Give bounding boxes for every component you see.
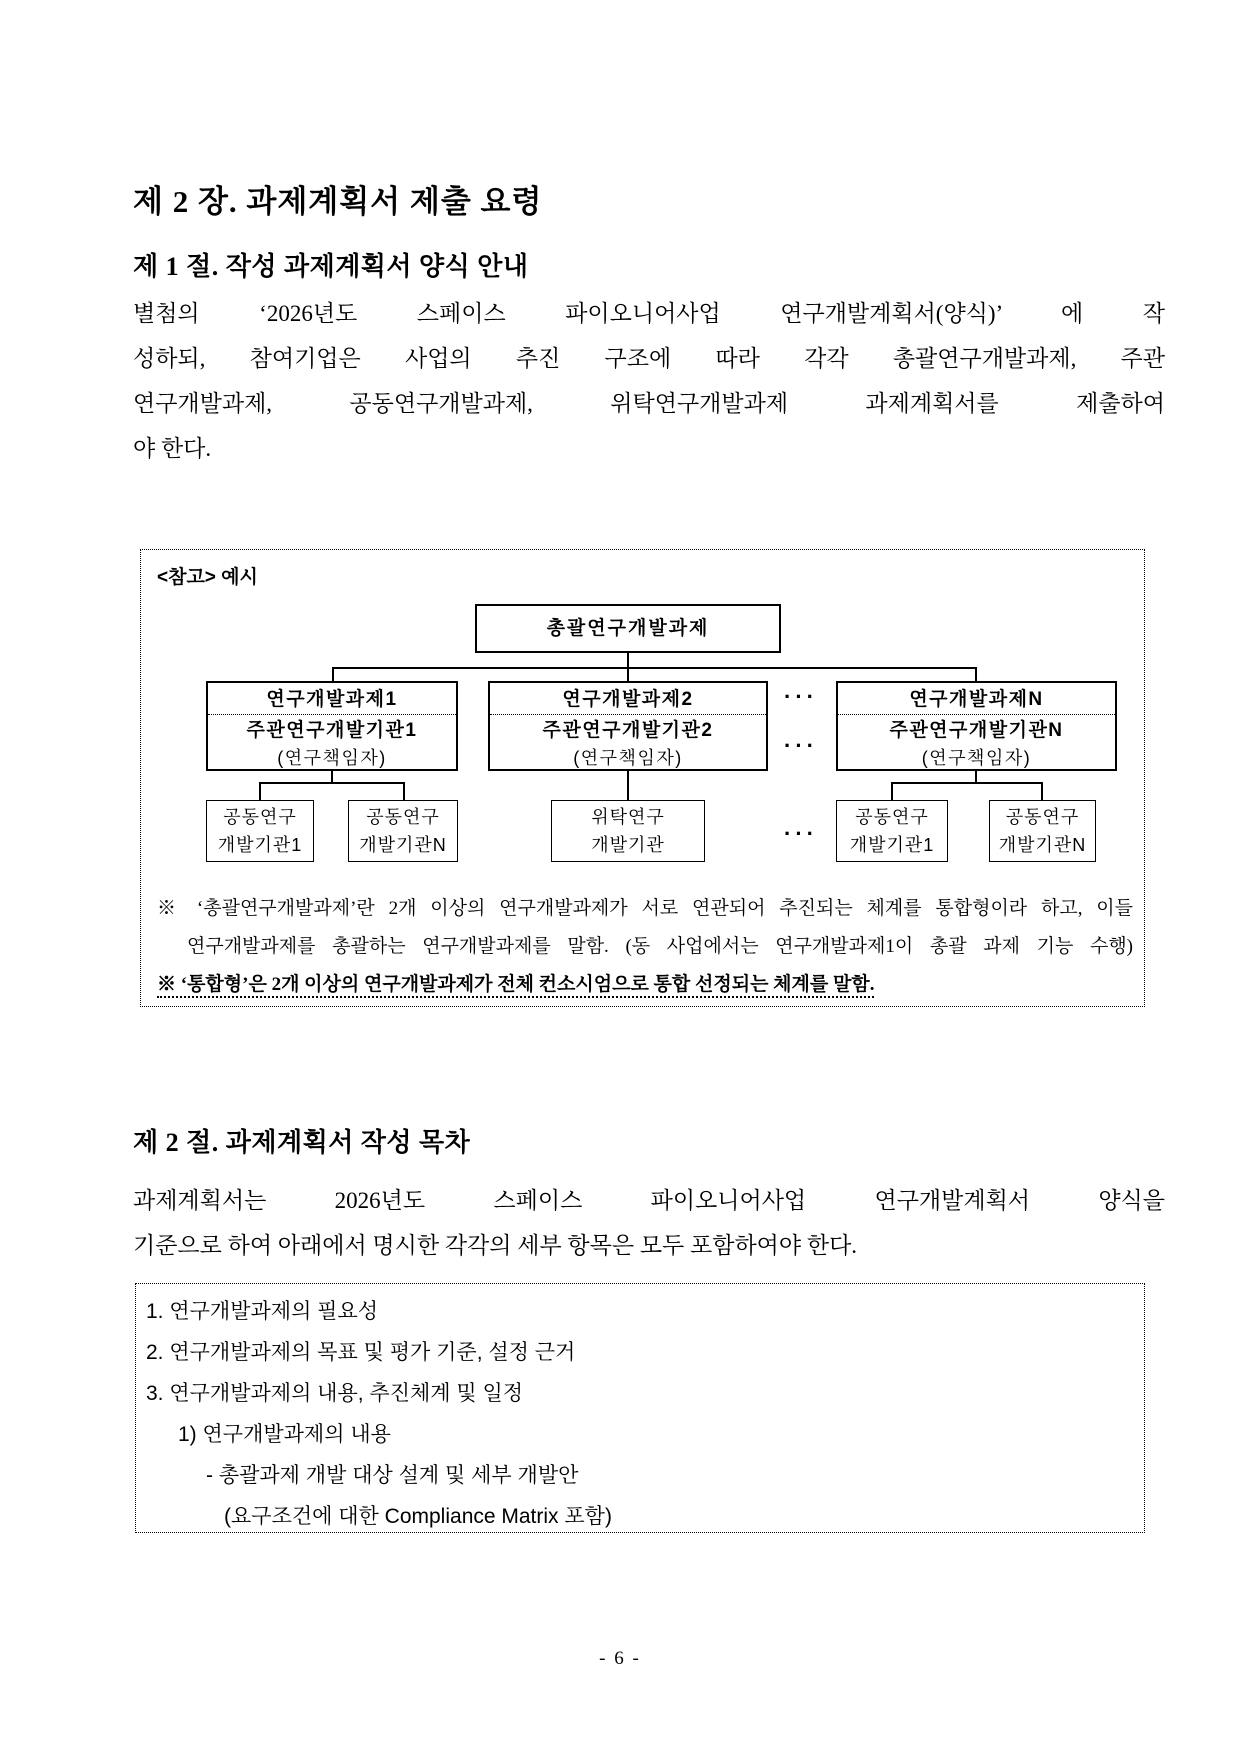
diagram-notes [157,890,1133,1004]
connector-line [975,667,977,682]
page-number: - 6 - [599,1648,641,1669]
example-reference-box [140,549,1145,1007]
org-chart-sub-box [989,800,1096,862]
ellipsis: ··· [784,684,818,709]
project-pi: (연구책임자) [921,748,1032,768]
paragraph-line: 성하되, 참여기업은 사업의 추진 구조에 따라 각각 총괄연구개발과제, 주관 [133,346,1165,371]
connector-line [259,782,261,800]
project-pi: (연구책임자) [277,748,387,768]
note-line: ※ ‘총괄연구개발과제’란 2개 이상의 연구개발과제가 서로 연관되어 추진되는 체계를 통합형이라 하고, 이들 [157,898,1133,919]
org-chart-project-box-1 [206,681,458,771]
org-chart-sub-box [206,800,314,862]
sub-box-line: 개발기관 [591,835,665,855]
connector-line [259,782,405,784]
note-line: 연구개발과제를 총괄하는 연구개발과제를 말함. (동 사업에서는 연구개발과제1이 총괄 과제 기능 수행) [187,936,1133,957]
connector-line [332,667,334,682]
sub-box-line: 개발기관N [359,835,447,855]
paragraph-line: 연구개발과제, 공동연구개발과제, 위탁연구개발과제 과제계획서를 제출하여 [133,391,1165,416]
sub-box-line: 공동연구 [1005,807,1080,827]
toc-item: 2. 연구개발과제의 목표 및 평가 기준, 설정 근거 [146,1341,576,1364]
sub-box-line: 개발기관1 [849,835,935,855]
org-chart-project-box-n [836,681,1117,771]
paragraph-1 [133,291,1165,471]
connector-line [891,782,893,800]
org-chart-sub-box [551,800,705,862]
chapter-title: 제 2 장. 과제계획서 제출 요령 [133,184,543,219]
project-pi: (연구책임자) [573,748,683,768]
connector-line [403,782,405,800]
connector-line [1041,782,1043,800]
project-title: 연구개발과제1 [208,683,456,715]
org-chart-root-box: 총괄연구개발과제 [475,604,781,653]
ellipsis: ··· [784,733,818,758]
paragraph-line: 기준으로 하여 아래에서 명시한 각각의 세부 항목은 모두 포함하여야 한다. [133,1233,858,1258]
sub-box-line: 공동연구 [223,807,297,827]
reference-label: <참고> 예시 [157,567,258,588]
org-chart-project-box-2 [488,681,768,771]
connector-line [627,667,629,682]
sub-box-line: 위탁연구 [591,807,665,827]
sub-box-line: 개발기관1 [217,835,303,855]
project-title: 연구개발과제N [838,683,1115,715]
note-line [157,966,1133,1004]
sub-box-line: 공동연구 [366,807,440,827]
ellipsis: ··· [784,821,818,846]
org-chart-sub-box [836,800,948,862]
project-org: 주관연구개발기관1 [246,720,418,741]
section-1-title: 제 1 절. 작성 과제계획서 양식 안내 [133,252,529,281]
project-org: 주관연구개발기관2 [542,720,714,741]
sub-box-line: 공동연구 [855,807,929,827]
project-org: 주관연구개발기관N [889,720,1064,741]
toc-item: - 총괄과제 개발 대상 설계 및 세부 개발안 [206,1464,579,1487]
paragraph-2 [133,1178,1165,1268]
toc-item: 1) 연구개발과제의 내용 [178,1423,391,1446]
section-2-title: 제 2 절. 과제계획서 작성 목차 [133,1128,471,1157]
project-title: 연구개발과제2 [490,683,766,715]
paragraph-line: 야 한다. [133,436,212,461]
connector-line [891,782,1043,784]
underlined-note: ※ ‘통합형’은 2개 이상의 연구개발과제가 전체 컨소시엄으로 통합 선정되는 체계를 말함. [157,974,874,998]
toc-box [135,1283,1145,1533]
toc-item: 3. 연구개발과제의 내용, 추진체계 및 일정 [146,1382,524,1405]
org-chart-sub-box [348,800,458,862]
connector-line [627,771,629,800]
toc-item: (요구조건에 대한 Compliance Matrix 포함) [224,1505,612,1528]
connector-line [627,653,629,667]
paragraph-line: 별첨의 ‘2026년도 스페이스 파이오니어사업 연구개발계획서(양식)’ 에 작 [133,301,1165,326]
toc-item: 1. 연구개발과제의 필요성 [146,1300,379,1323]
sub-box-line: 개발기관N [998,835,1087,855]
paragraph-line: 과제계획서는 2026년도 스페이스 파이오니어사업 연구개발계획서 양식을 [133,1188,1165,1213]
connector-line [332,667,977,669]
